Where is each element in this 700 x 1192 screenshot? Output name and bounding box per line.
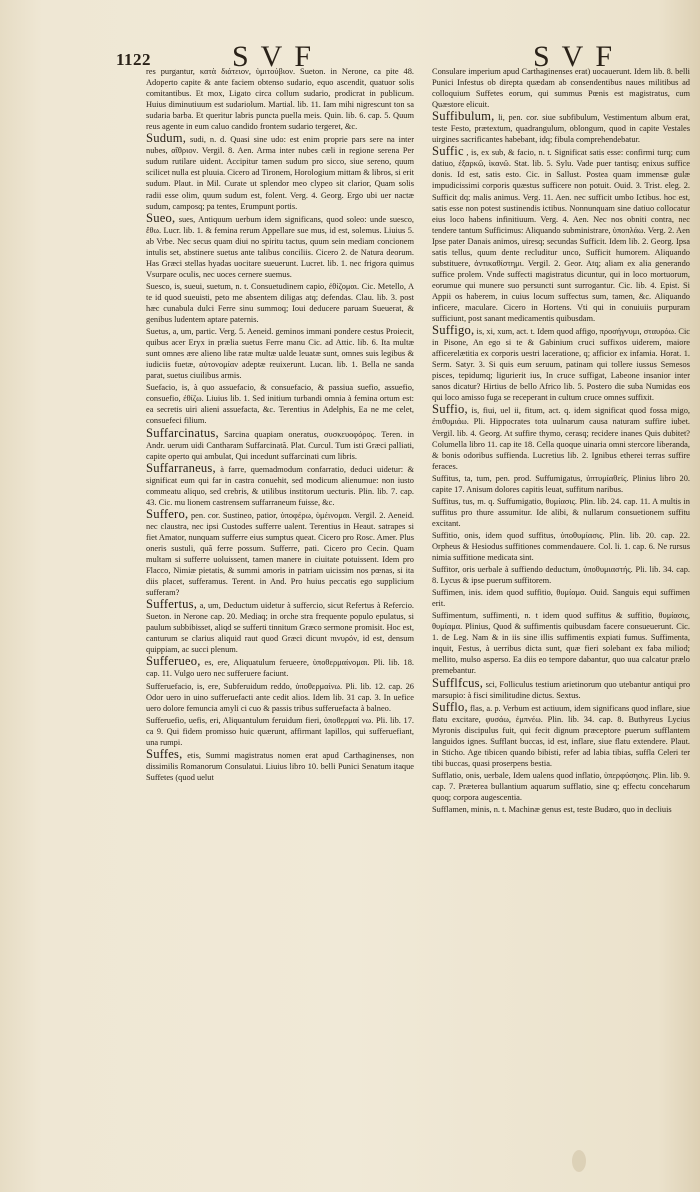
dictionary-entry — [432, 325, 694, 403]
entry-text: Sufflamen, minis, n. t. Machinæ genus est, teste Budæo, quo in decliuis — [432, 805, 672, 815]
entry-text: , is, ex sub, & facio, n. t. Significat satis esse: confirmi turq; cum datiuo, ἐξαρκῶ, ἱκανῶ. Stat. lib. 5. Sylu. Vade puer tantisq; enixus suffice donis. Id est, satis esto. Cic. in Sallust. Postea quam immensæ gulæ impudicissimi corporis quæstus sufficere non potuit. Ouid. 3. Trist. eleg. 2. Sufficit dq; malis animus. Verg. 11. Aen. nec sufficit umbo Ictibus. hoc est, satis esse non potest sustinendis ictibus. Nonnunquam sine datiuo collocatur eius loco habens infinitiuum. Verg. 4. Aen. Nec nos obniti contra, nec tendere tantum Sufficimus: Aliquando subministrare, ὑποπλάω. Verg. 2. Aen Ipse pater Danais animos, uiresq; secundas Sufficit. Idem lib. 2. Georg. Ipsa satis tellus, quum dente recluditur unco, Sufficit humorem. Aliquando substituere, ἀντικαθίστημι. Vergil. 2. Geor. Atq; aliam ex alia generando suffice prolem. Vnde suffecti magistratus dicuntur, qui in loco mortuorum, eorumue qui munere suo persuncti sunt surrogantur. Cic. lib. 4. Epist. Si Appii os haberem, in cuius locum suffectus sum, tamen, &c. Aliquando inficere, maculare. Cicero in Hortens. Vti qui in conuiuiis purpuram sufficiunt, post sanant medicamentis quibusdam. — [432, 148, 691, 324]
dictionary-entry — [432, 530, 694, 563]
dictionary-entry — [432, 473, 694, 495]
dictionary-entry — [432, 111, 694, 145]
entry-headword: Suffibulum, — [432, 109, 495, 124]
dictionary-entry — [146, 281, 414, 325]
entry-headword: Suffarraneus, — [146, 460, 216, 475]
left-column — [146, 66, 414, 784]
dictionary-entry — [146, 133, 414, 211]
dictionary-entry — [432, 404, 694, 471]
entry-text: is, xi, xum, act. t. Idem quod affigo, προσήγνυμι, σταυρόω. Cic in Pisone, An ego si te & Gabinium cruci suffixos uiderem, maiore afficerelætitia ex corporis uestri laceratione, q; afficior ex infamia. Horat. 1. Serm. Satyr. 3. Si quis eum seruum, patinam qui tollere iussus Semesos pisces, tepidumq; ligurierit ius, In cruce suffigat, Labeone insanior inter sanos dicatur? Hirtius de bello Africo lib. 5. Postero die suba Numidas eos qui loco amisso fuga se receperant in cultum cruce omnes suffixit. — [432, 327, 690, 403]
dictionary-entry — [146, 656, 414, 679]
dictionary-entry — [432, 496, 694, 529]
entry-text: li, pen. cor. siue subfibulum, Vestimentum album erat, teste Festo, prætextum, quadrangulum, oblongum, quod in capite Vestales uirgines sacrificantes habebant, idq; fibula comprehendebatur. — [432, 113, 690, 145]
dictionary-entry — [432, 675, 694, 701]
running-head-right: SVF — [533, 40, 625, 73]
entry-text: Suesco, is, sueui, suetum, n. t. Consuetudinem capio, ἐθίζομαι. Cic. Metello, A te id quod sueuisti, peto me absentem diligas atq; defendas. Clau. lib. 3. post hæc cunabula dulci Ferre sinu summoq; Ioui deducere paruam Sueuerat, & genibus ludentem aptare paternis. — [146, 281, 414, 325]
dictionary-entry — [146, 681, 414, 714]
running-head-left: SVF — [232, 40, 324, 73]
entry-headword: Suffic — [432, 144, 464, 159]
entry-headword: Suffio, — [432, 402, 468, 417]
entry-text: es, ere, Aliquatulum ferueere, ὑποθερμαίνομαι. Pli. lib. 18. cap. 11. Vulgo uero nec sufferuere faciunt. — [146, 658, 414, 679]
dictionary-entry — [146, 425, 414, 462]
entry-headword: Sueo, — [146, 210, 176, 225]
entry-headword: Sufferueo, — [146, 654, 201, 669]
entry-text: flas, a. p. Verbum est actiuum, idem significans quod inflare, siue flatu excitare, φυσάω, ἐμπνέω. Plin. lib. 34. cap. 8. Buthyreus Lycius Myronis discipulus fuit, qui fecit dignum præceptore puerum sufflantem languidos ignes. Sufflant buccas, id est, inflare, siue flatu extendere. Plaut. in Sticho. Age tibicen quando bibisti, refer ad labia tibias, suffla Celeri ter tibi buccas, quasi proserpens bestia. — [432, 703, 691, 768]
entry-text: Suffitio, onis, idem quod suffitus, ὑποθυμίασις. Plin. lib. 20. cap. 22. Orpheus & Hesiodus suffitiones commendauere. Col. li. 1. cap. 6. Ne rursus nimia suffitione medicata sint. — [432, 530, 690, 563]
entry-text: Suffitus, ta, tum, pen. prod. Suffumigatus, ὑπτυμίαθείς. Plinius libro 20. capite 17. Anisum dolores capitis leuat, suffitum naribus. — [432, 473, 690, 494]
entry-text: Suefacio, is, à quo assuefacio, & consuefacio, & passiua suefio, assuefio, consuefio, ἐθίζω. Liuius lib. 1. Sed initium turbandi omnia à femina ortum est: ea secretis uiri alieni assuefacta, &c. Terentius in Adelphis, Ea ne me celet, consuefeci filium. — [146, 383, 414, 426]
entry-text: Suffimentum, suffimenti, n. t idem quod suffitus & suffitio, θυμίασις, θυμίαμα. Plinius, Quod & suffimentis quibusdam facere consueuerunt. Cic. 1. de Leg. Nam & in iis sine illis suffimentis expiati fumus. Suffimenta, inquit, Festus, à uerribus dicta sunt, quæ fieri solebant ex faba miliod; mellito, mulso asperso. Ea diis eo tempore dabantur, quo uua calcatur prælo premebantur. — [432, 611, 690, 676]
dictionary-entry — [432, 610, 694, 676]
dictionary-entry — [432, 66, 694, 110]
entry-headword: Sufflo, — [432, 699, 468, 714]
dictionary-entry — [146, 210, 415, 280]
entry-text: sci, Folliculus testium arietinorum quo utebantur antiqui pro marsupio: à fisci similitudine dictus. Sextus. — [432, 679, 691, 700]
entry-text: a, um, Deductum uidetur à suffercio, sicut Refertus à Refercio. Sueton. in Nerone cap. 20. Mediaq; in orche stra frequente populo epulatus, si paulum subbibisset, aliqd se sufferti tinnitum Græco sermone promisit. Hoc est, canturum se clarius aliquid raut quod Græci dicunt πινυρόν, id est, densum quippiam, ac succi plenum. — [146, 601, 415, 655]
entry-text: Sarcina quapiam oneratus, συσκευοφόρος. Teren. in Andr. uerum uidi Cantharam Suffarcinatã. Plat. Curcul. Tum isti Græci palliati, capite operto qui ambulat, Qui incedunt suffarcinati cum libris. — [146, 429, 414, 461]
entry-text: à farre, quemadmodum confarratio, deduci uidetur: & significat eum qui far in castra conuehit, sed modicum alienumue: non iusto commeatu aliquo, sed crebris, & utilibus institorum uecturis. Plin. lib. 7. cap. 43. Cic. mu lionem castrensem suffarraneum fuisse, &c. — [146, 464, 414, 507]
entry-headword: Suffero, — [146, 506, 189, 521]
right-column — [432, 66, 694, 816]
entry-text: sues, Antiquum uerbum idem significans, quod soleo: unde suesco, ἔθω. Lucr. lib. 1. & femina rerum Appellare sue mus, id est, solemus. Liuius 5. ab Vrbe. Nec secus quam diui no spiritu tactus, quum sein mediam concionem intulis set, abstinere suetus ante talibus conciliis. Cicero 2. de Natura deorum. Has Græci stellas hyadas uocitare sueuerunt. Lucret. lib. 1. nec frigora quimus Vsurpare oculis, nec uoces cernere suemus. — [146, 214, 415, 279]
dictionary-entry — [146, 66, 414, 132]
entry-text: Suffimen, inis. idem quod suffitio, θυμίαμα. Ouid. Sanguis equi suffimen erit. — [432, 588, 690, 609]
dictionary-entry — [146, 746, 414, 783]
entry-headword: Suffertus, — [146, 597, 198, 612]
dictionary-entry — [146, 506, 414, 598]
entry-text: is, fiui, uel ii, fitum, act. q. idem significat quod fossa migo, ἐπιθυμιάω. Pli. Hippocrates tota uulnarum causa naturam suffire iubet. Vergil. lib. 4. Georg. At suffire thymo, cerasq; recidere inanes Quis dubitet? Columella libro 11. cap ite 18. Cella quoque uinaria omni stercore liberanda, & bonis odoribus suffienda. Lucretius lib. 2. Ignibus etherei terras suffire feraces. — [432, 406, 690, 471]
entry-text: etis, Summi magistratus nomen erat apud Carthaginenses, non dissimilis Romanorum Consulatui. Liuius libro 10. belli Punici Senatum itaque Suffetes (quod uelut — [146, 750, 414, 782]
entry-text: Sufferuefio, uefis, eri, Aliquantulum feruidum fieri, ὑποθερμαί νω. Pli. lib. 17. ca 9. Qui fidem promisso huic quærunt, affirmant lapillos, qui sufferuefiant, una rumpi. — [146, 715, 414, 747]
dictionary-entry — [432, 587, 694, 609]
entry-headword: Suffarcinatus, — [146, 425, 219, 440]
entry-text: Consulare imperium apud Carthaginenses erat) uocauerunt. Idem lib. 8. belli Punici Infestus ob direpta quædam ab consendentibus naues militibus ad colloquium Suffetes eorum, qui summus Pœnis est magistratus, cum Quæstore elicuit. — [432, 67, 690, 110]
dictionary-entry — [432, 770, 694, 803]
entry-headword: Suffigo, — [432, 323, 475, 338]
entry-text: Sufflatio, onis, uerbale, Idem ualens quod inflatio, ὑπερφύσησις. Plin. lib. 9. cap. 7. Præterea bullantium aquarum sufflatio, sine q; effectu conceharum quoq; corpora augescentia. — [432, 770, 690, 802]
entry-text: Suffitus, tus, m. q. Suffumigatio, θυμίασις. Plin. lib. 24. cap. 11. A multis in suffitus pro thure assumitur. Ide alibi, & nullarum consuetionem suffitu excitant. — [432, 496, 690, 528]
dictionary-entry — [146, 715, 414, 748]
dictionary-entry — [432, 699, 694, 769]
page-header — [0, 8, 700, 73]
entry-headword: Sudum, — [146, 131, 187, 146]
entry-headword: Sufflfcus, — [432, 675, 484, 690]
paper-stain — [572, 1150, 586, 1172]
entry-text: pen. cor. Sustineo, patior, ὑποφέρω, ὑμέινομαι. Vergil. 2. Aeneid. nec claustra, nec ipsi Custodes sufferre ualent. Terentius in Heaut. satrapes si fiet Amator, nunquam sufferre eius sumptus queat. Cicero pro Rosc. Amer. Plus oneris sustuli, quã ferre possum. Sufferre, pati. Cicero pro Cecin. Quam multam si sufferre uoluissent, tamen manere in ciuitate potuissent. Idem pro Flacco, Nimiæ pietatis, & summi amoris in patriam uicissim nos pœnas, si ita diis placet, sufferamus. Terent. in And. Pro huius peccatis ego supplicium sufferam? — [146, 510, 414, 598]
dictionary-entry — [146, 460, 414, 508]
dictionary-entry — [146, 599, 414, 655]
entry-text: res purgantur, κατὰ διάτειον, ὑμιτούβιον. Sueton. in Nerone, ca pite 48. Adoperto capite & ante faciem obtenso sudario, equo ascendit, quatuor solis comitantibus. Et mox, Ligato circa collum sudario, prodicrat in publicum. Huius diminutiuum est sudariolum. Martial. lib. 11. Iam mihi nigrescunt ton sa sudaria barba. Et queritur labris puncta puella meis. Quin. lib. 6. cap. 5. Quum reus agente in eum caluo candido frontem sudario tergeret, &c. — [146, 67, 414, 132]
entry-text: Suetus, a, um, partic. Verg. 5. Aeneid. geminos immani pondere cestus Proiecit, quibus acer Eryx in prælia suetus Ferre manu Cic. ad Attic. lib. 6. Ita multæ sunt omnes ære alieno libe ratæ multæ ualde leuatæ sunt, omnes suis legibus & iudiciis fuetæ, αὐτονομίαν adeptæ reuixerunt. Lucan. lib. 1. Bella ne sanda parat, suetus ciuilibus armis. — [146, 327, 414, 381]
dictionary-entry — [432, 564, 694, 586]
entry-text: Sufferuefacio, is, ere, Subferuidum reddo, ὑποθερμαίνω. Pli. lib. 12. cap. 26 Odor uero in uino sufferuefacti ante cedit alios. Idem lib. 31 cap. 3. In uefice uero dolore femuncia amyli ci cuo & passis tribus sufferuefacta à balneo. — [146, 681, 414, 713]
entry-headword: Suffes, — [146, 746, 183, 761]
dictionary-entry — [432, 804, 694, 815]
dictionary-entry — [432, 146, 694, 324]
entry-text: sudi, n. d. Quasi sine udo: est enim proprie pars sere na inter nubes, αἴθριον. Vergil. 8. Aen. Arma inter nubes cæli in regione serena Per sudum rutilare uident. Accipitur tamen sudum pro sicco, siue sereno, quum scilicet nulla est pluuia. Cicero ad Tironem, Horologium mittam & libros, si erit sudum. Plaut. in Mil. Curate ut splendor meo clypeo sit clarior, Quam solis radii esse olim, quum sudum est, folent. Verg. 4. Georg. Ergo ubi uer nactæ sudum, camposq; pa tentes, Erumpunt portis. — [146, 135, 414, 211]
entry-text: Suffitor, oris uerbale à suffiendo deductum, ὑποθυμιαστής. Pli. lib. 34. cap. 8. Lycus & ipse puerum suffitorem. — [432, 565, 690, 586]
dictionary-entry — [146, 382, 414, 426]
page-number: 1122 — [116, 50, 152, 69]
dictionary-entry — [146, 326, 414, 381]
